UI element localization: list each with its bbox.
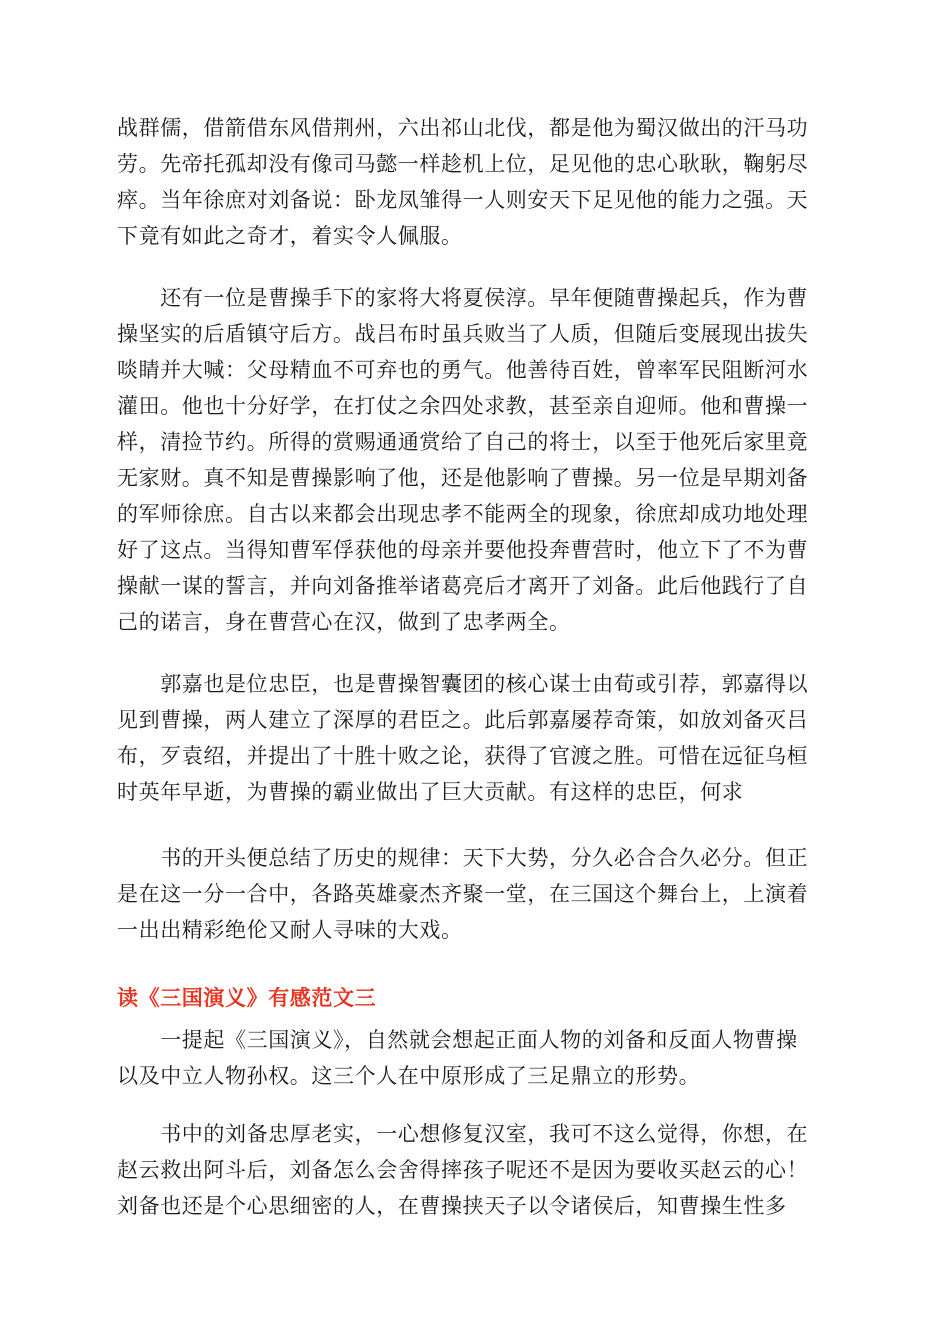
paragraph-2: [117, 280, 839, 640]
paragraph-5: [117, 1022, 839, 1094]
text-line: 见到曹操，两人建立了深厚的君臣之。此后郭嘉屡荐奇策，如放刘备灭吕: [117, 708, 809, 732]
paragraph-6: [117, 1116, 839, 1224]
section-heading: 读《三国演义》有感范文三: [117, 986, 377, 1010]
text-line: 瘁。当年徐庶对刘备说：卧龙凤雏得一人则安天下足见他的能力之强。天: [117, 188, 809, 212]
text-line: 一提起《三国演义》，自然就会想起正面人物的刘备和反面人物曹操: [117, 1028, 798, 1052]
text-line: 下竟有如此之奇才，着实令人佩服。: [117, 224, 463, 248]
text-line: 的军师徐庶。自古以来都会出现忠孝不能两全的现象，徐庶却成功地处理: [117, 502, 809, 526]
text-line: 赵云救出阿斗后，刘备怎么会舍得摔孩子呢还不是因为要收买赵云的心！: [117, 1158, 809, 1182]
paragraph-3: [117, 666, 839, 810]
text-line: 一出出精彩绝伦又耐人寻味的大戏。: [117, 918, 463, 942]
text-line: 无家财。真不知是曹操影响了他，还是他影响了曹操。另一位是早期刘备: [117, 466, 809, 490]
text-line: 灌田。他也十分好学，在打仗之余四处求教，甚至亲自迎师。他和曹操一: [117, 394, 809, 418]
text-line: 书中的刘备忠厚老实，一心想修复汉室，我可不这么觉得，你想，在: [117, 1122, 809, 1146]
paragraph-1: [117, 110, 839, 254]
text-line: 书的开头便总结了历史的规律：天下大势，分久必合合久必分。但正: [117, 846, 809, 870]
text-line: 己的诺言，身在曹营心在汉，做到了忠孝两全。: [117, 610, 571, 634]
text-line: 战群儒，借箭借东风借荆州，六出祁山北伐，都是他为蜀汉做出的汗马功: [117, 116, 809, 140]
text-line: 样，清捡节约。所得的赏赐通通赏给了自己的将士，以至于他死后家里竟: [117, 430, 809, 454]
text-line: 是在这一分一合中，各路英雄豪杰齐聚一堂，在三国这个舞台上，上演着: [117, 882, 809, 906]
text-line: 操坚实的后盾镇守后方。战吕布时虽兵败当了人质，但随后变展现出拔失: [117, 322, 809, 346]
text-line: 以及中立人物孙权。这三个人在中原形成了三足鼎立的形势。: [117, 1064, 701, 1088]
text-line: 布，歹袁绍，并提出了十胜十败之论，获得了官渡之胜。可惜在远征乌桓: [117, 744, 809, 768]
text-line: 好了这点。当得知曹军俘获他的母亲并要他投奔曹营时，他立下了不为曹: [117, 538, 809, 562]
text-line: 郭嘉也是位忠臣，也是曹操智囊团的核心谋士由荀或引荐，郭嘉得以: [117, 672, 809, 696]
text-line: 啖睛并大喊：父母精血不可弃也的勇气。他善待百姓，曾率军民阻断河水: [117, 358, 809, 382]
text-line: 劳。先帝托孤却没有像司马懿一样趁机上位，足见他的忠心耿耿，鞠躬尽: [117, 152, 809, 176]
paragraph-4: [117, 840, 839, 948]
text-line: 操献一谋的誓言，并向刘备推举诸葛亮后才离开了刘备。此后他践行了自: [117, 574, 809, 598]
text-line: 还有一位是曹操手下的家将大将夏侯淳。早年便随曹操起兵，作为曹: [117, 286, 809, 310]
text-line: 时英年早逝，为曹操的霸业做出了巨大贡献。有这样的忠臣，何求: [117, 780, 744, 804]
text-line: 刘备也还是个心思细密的人，在曹操挟天子以令诸侯后，知曹操生性多: [117, 1194, 787, 1218]
